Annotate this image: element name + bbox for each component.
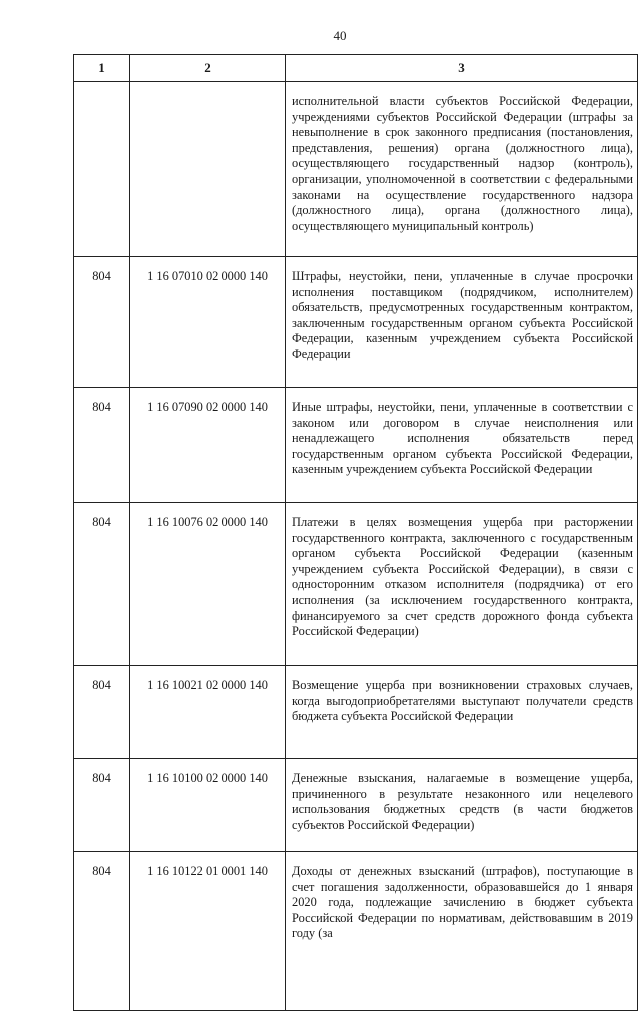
admin-code-cell: 804 [74,257,130,388]
revenue-codes-table [73,54,638,1011]
table-row [74,759,638,852]
column-header-2: 2 [130,55,286,82]
revenue-code-cell: 1 16 07090 02 0000 140 [130,388,286,503]
table-row [74,852,638,1011]
description-cell: Доходы от денежных взысканий (штрафов), поступающие в счет погашения задолженности, образовавшейся до 1 января 2020 года, подлежащие зачислению в бюджет субъекта Российской Федерации по нормативам, действовавшим в 2019 году (за [286,852,638,1011]
admin-code-cell [74,82,130,257]
table-header-row [74,55,638,82]
description-cell: исполнительной власти субъектов Российской Федерации, учреждениями субъектов Российской Федерации (штрафы за невыполнение в срок законного предписания (постановления, представления, решения) органа (должностного лица), осуществляющего государственный надзор (контроль), организации, уполномоченной в соответствии с федеральными законами на осуществление государственного надзора (должностного лица), органа (должностного лица), осуществляющего муниципальный контроль) [286,82,638,257]
revenue-code-cell: 1 16 10021 02 0000 140 [130,666,286,759]
description-cell: Штрафы, неустойки, пени, уплаченные в случае просрочки исполнения поставщиком (подрядчиком, исполнителем) обязательств, предусмотренных государственным контрактом, заключенным государственным органом субъекта Российской Федерации, казенным учреждением субъекта Российской Федерации [286,257,638,388]
column-header-3: 3 [286,55,638,82]
description-cell: Денежные взыскания, налагаемые в возмещение ущерба, причиненного в результате незаконного или нецелевого использования бюджетных средств (в части бюджетов субъектов Российской Федерации) [286,759,638,852]
revenue-code-cell: 1 16 07010 02 0000 140 [130,257,286,388]
revenue-code-cell: 1 16 10122 01 0001 140 [130,852,286,1011]
description-cell: Платежи в целях возмещения ущерба при расторжении государственного контракта, заключенного с государственным органом субъекта Российской Федерации (казенным учреждением субъекта Российской Федерации), в связи с односторонним отказом исполнителя (подрядчика) от его исполнения (за исключением государственного контракта, финансируемого за счет средств дорожного фонда субъекта Российской Федерации) [286,503,638,666]
table-row [74,82,638,257]
admin-code-cell: 804 [74,852,130,1011]
revenue-code-cell: 1 16 10076 02 0000 140 [130,503,286,666]
table-row [74,388,638,503]
admin-code-cell: 804 [74,759,130,852]
revenue-code-cell [130,82,286,257]
table-row [74,257,638,388]
admin-code-cell: 804 [74,666,130,759]
admin-code-cell: 804 [74,388,130,503]
revenue-code-cell: 1 16 10100 02 0000 140 [130,759,286,852]
description-cell: Возмещение ущерба при возникновении страховых случаев, когда выгодоприобретателями выступают получатели средств бюджета субъекта Российской Федерации [286,666,638,759]
table-row [74,503,638,666]
table-row [74,666,638,759]
description-cell: Иные штрафы, неустойки, пени, уплаченные в соответствии с законом или договором в случае неисполнения или ненадлежащего исполнения обязательств перед государственным органом субъекта Российской Федерации, казенным учреждением субъекта Российской Федерации [286,388,638,503]
admin-code-cell: 804 [74,503,130,666]
column-header-1: 1 [74,55,130,82]
page-number: 40 [333,28,347,43]
